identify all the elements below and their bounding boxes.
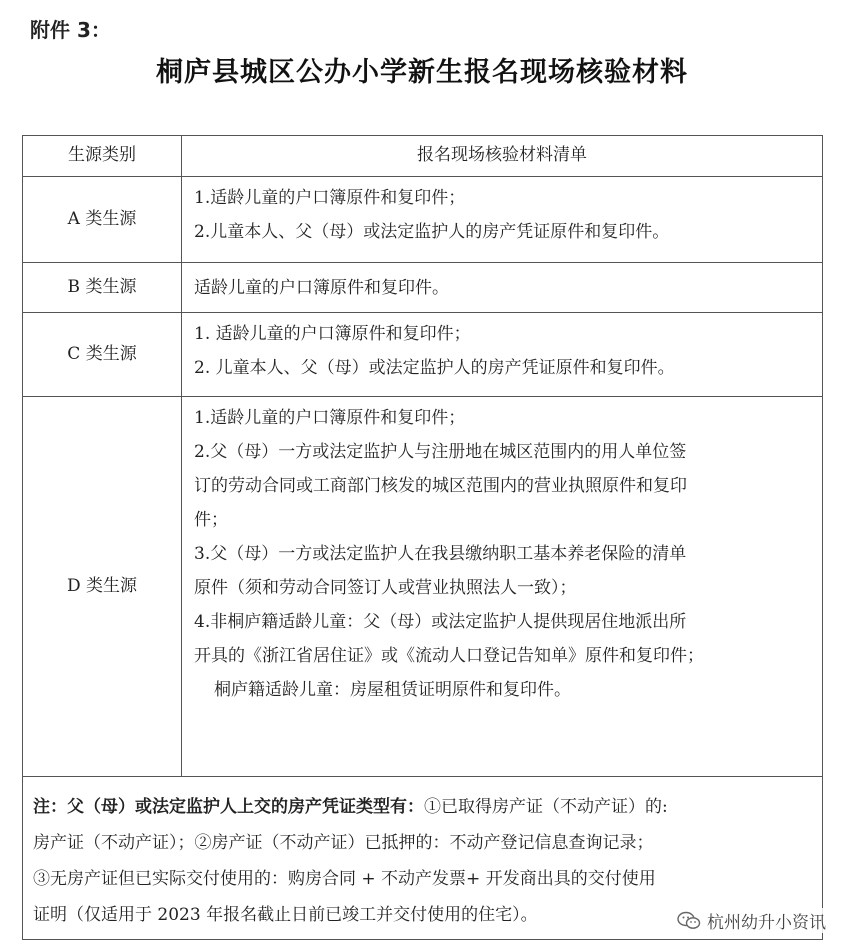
watermark [677, 908, 826, 933]
row-materials [182, 177, 823, 263]
material-line: 原件（须和劳动合同签订人或营业执照法人一致）； [194, 578, 577, 598]
material-line: 3.父（母）一方或法定监护人在我县缴纳职工基本养老保险的清单 [194, 544, 687, 564]
watermark-text: 杭州幼升小资讯 [707, 913, 826, 933]
material-line: 桐庐籍适龄儿童：房屋租赁证明原件和复印件。 [214, 680, 571, 700]
note-text: ①已取得房产证（不动产证）的: [424, 797, 668, 817]
note-text: 房产证（不动产证）；②房产证（不动产证）已抵押的：不动产登记信息查询记录； [33, 833, 654, 853]
material-line: 开具的《浙江省居住证》或《流动人口登记告知单》原件和复印件； [194, 646, 704, 666]
material-line: 件； [194, 510, 228, 530]
document-title: 桐庐县城区公办小学新生报名现场核验材料 [156, 57, 688, 88]
table-header-row [23, 136, 823, 177]
row-category: C 类生源 [23, 313, 182, 397]
attachment-label: 附件 3： [30, 18, 111, 42]
material-line: 2.儿童本人、父（母）或法定监护人的房产凭证原件和复印件。 [194, 222, 670, 242]
header-category: 生源类别 [23, 136, 182, 177]
material-line: 适龄儿童的户口簿原件和复印件。 [194, 277, 449, 298]
row-materials [182, 313, 823, 397]
verification-materials-table [22, 135, 823, 940]
wechat-icon [677, 911, 701, 931]
header-materials: 报名现场核验材料清单 [182, 136, 823, 177]
material-line: 2. 儿童本人、父（母）或法定监护人的房产凭证原件和复印件。 [194, 358, 675, 378]
table-row [23, 263, 823, 313]
material-line: 4.非桐庐籍适龄儿童：父（母）或法定监护人提供现居住地派出所 [194, 612, 687, 632]
table-row [23, 313, 823, 397]
row-category: D 类生源 [23, 397, 182, 777]
material-line: 订的劳动合同或工商部门核发的城区范围内的营业执照原件和复印 [194, 476, 687, 496]
material-line: 2.父（母）一方或法定监护人与注册地在城区范围内的用人单位签 [194, 442, 687, 462]
material-line: 1.适龄儿童的户口簿原件和复印件； [194, 188, 466, 208]
material-line: 1.适龄儿童的户口簿原件和复印件； [194, 408, 466, 428]
note-text: 证明（仅适用于 2023 年报名截止日前已竣工并交付使用的住宅）。 [33, 905, 538, 925]
row-materials [182, 263, 823, 313]
table-row [23, 397, 823, 777]
row-materials [182, 397, 823, 777]
table-row [23, 177, 823, 263]
material-line: 1. 适龄儿童的户口簿原件和复印件； [194, 324, 471, 344]
note-text: ③无房产证但已实际交付使用的：购房合同 + 不动产发票+ 开发商出具的交付使用 [33, 869, 656, 889]
note-lead: 注：父（母）或法定监护人上交的房产凭证类型有： [33, 797, 424, 817]
row-category: B 类生源 [23, 263, 182, 313]
row-category: A 类生源 [23, 177, 182, 263]
